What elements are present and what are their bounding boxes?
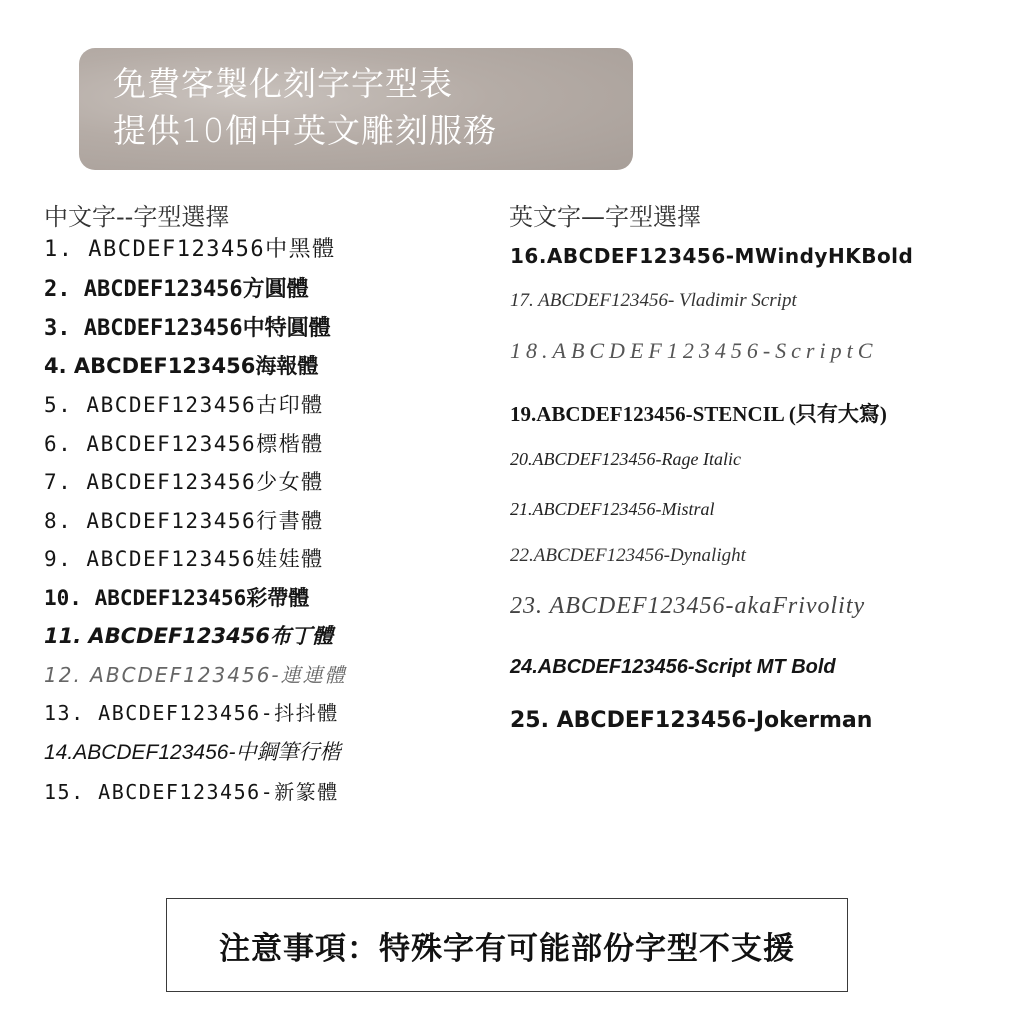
english-font-sample-16: 16.ABCDEF123456-MWindyHKBold	[510, 244, 914, 268]
english-font-sample-19: 19.ABCDEF123456-STENCIL (只有大寫)	[510, 402, 887, 426]
chinese-font-sample-8: 8. ABCDEF123456行書體	[44, 509, 324, 533]
english-font-sample-25: 25. ABCDEF123456-Jokerman	[510, 708, 873, 733]
english-font-sample-18: 18.ABCDEF123456-ScriptC	[510, 338, 878, 363]
notice-box	[166, 898, 848, 992]
title-banner	[79, 48, 633, 170]
banner-title-line-1: 免費客製化刻字字型表	[113, 64, 453, 103]
english-font-sample-21: 21.ABCDEF123456-Mistral	[510, 499, 715, 519]
chinese-font-sample-4: 4. ABCDEF123456海報體	[44, 354, 319, 378]
chinese-font-sample-12: 12. ABCDEF123456-連連體	[44, 663, 347, 687]
banner-title-line-2: 提供10個中英文雕刻服務	[113, 111, 497, 150]
chinese-font-sample-1: 1. ABCDEF123456中黑體	[44, 237, 336, 262]
chinese-font-sample-7: 7. ABCDEF123456少女體	[44, 470, 324, 494]
chinese-font-sample-3: 3. ABCDEF123456中特圓體	[44, 316, 331, 341]
chinese-font-sample-14: 14.ABCDEF123456-中鋼筆行楷	[44, 741, 341, 764]
notice-text: 注意事項：特殊字有可能部份字型不支援	[219, 930, 795, 967]
chinese-font-sample-11: 11. ABCDEF123456布丁體	[44, 624, 333, 648]
chinese-font-sample-13: 13. ABCDEF123456-抖抖體	[44, 701, 339, 725]
chinese-font-sample-5: 5. ABCDEF123456古印體	[44, 393, 324, 417]
chinese-font-sample-15: 15. ABCDEF123456-新篆體	[44, 780, 339, 804]
english-font-sample-20: 20.ABCDEF123456-Rage Italic	[510, 449, 741, 469]
english-font-sample-23: 23. ABCDEF123456-akaFrivolity	[510, 593, 866, 619]
english-font-sample-17: 17. ABCDEF123456- Vladimir Script	[510, 290, 797, 311]
english-font-sample-24: 24.ABCDEF123456-Script MT Bold	[510, 656, 836, 678]
chinese-font-sample-6: 6. ABCDEF123456標楷體	[44, 432, 324, 456]
english-font-sample-22: 22.ABCDEF123456-Dynalight	[510, 545, 746, 566]
chinese-font-sample-9: 9. ABCDEF123456娃娃體	[44, 547, 324, 571]
english-font-heading: 英文字—字型選擇	[509, 203, 701, 231]
chinese-font-sample-10: 10. ABCDEF123456彩帶體	[44, 586, 310, 610]
chinese-font-sample-2: 2. ABCDEF123456方圓體	[44, 277, 309, 302]
chinese-font-heading: 中文字--字型選擇	[44, 203, 230, 231]
